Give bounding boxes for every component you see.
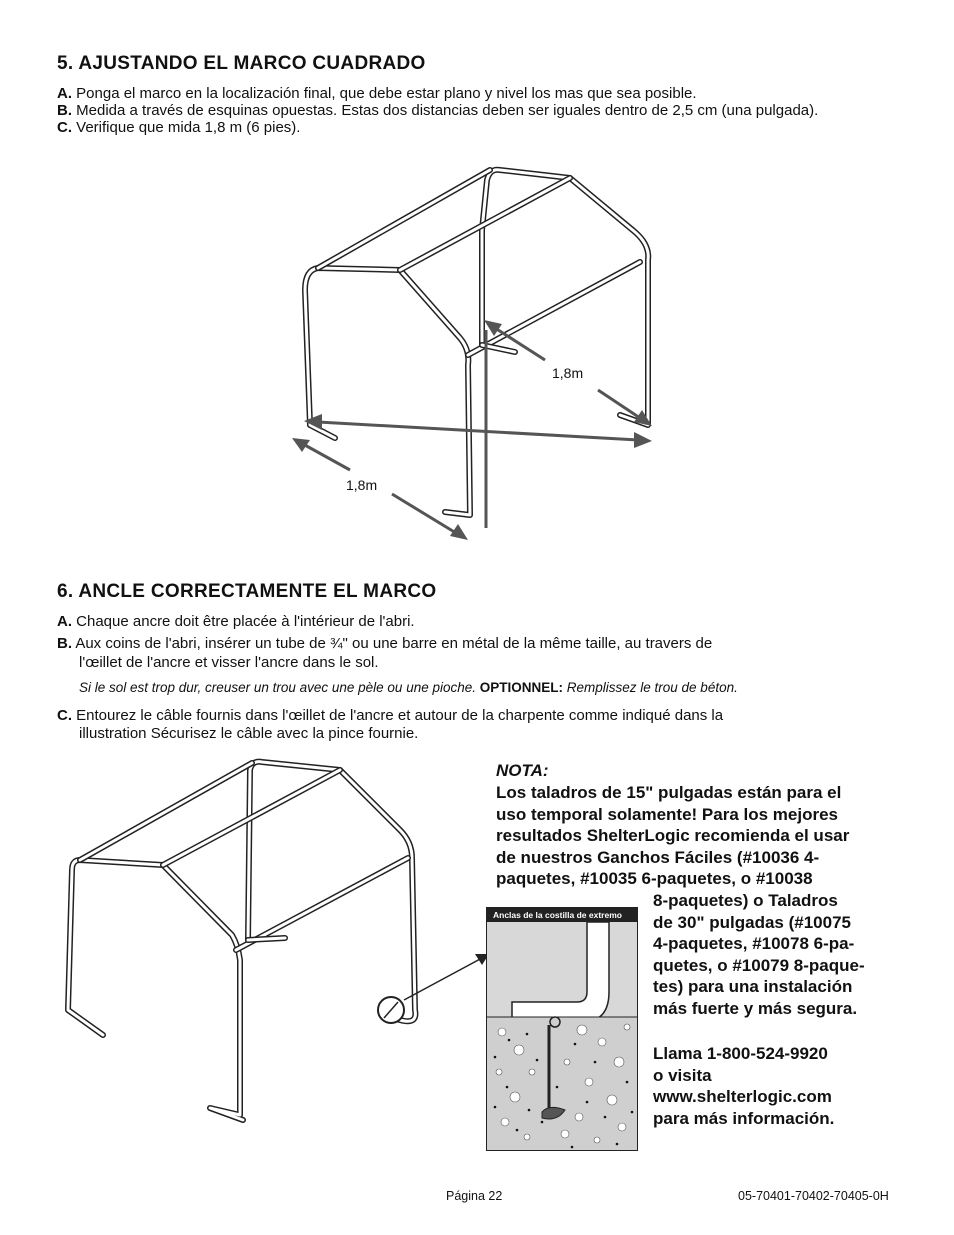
step-text: Chaque ancre doit être placée à l'intérieur de l'abri. — [72, 613, 415, 630]
step-text: Entourez le câble fournis dans l'œillet de l'ancre et autour de la charpente comme indiqué dans la — [72, 707, 724, 724]
step-text: Medida a través de esquinas opuestas. Estas dos distancias deben ser iguales dentro de 2,5 cm (una pulgada). — [72, 102, 819, 119]
step-letter: A. — [57, 613, 72, 630]
step-letter: A. — [57, 85, 72, 102]
nota-line: para más información. — [653, 1108, 835, 1128]
nota-line: resultados ShelterLogic recomienda el usar — [496, 826, 850, 846]
inset-caption: Anclas de la costilla de extremo — [487, 908, 637, 922]
section5-title: 5. AJUSTANDO EL MARCO CUADRADO — [57, 53, 426, 74]
nota-heading — [496, 760, 549, 782]
tip-text-2: Remplissez le trou de béton. — [563, 680, 738, 695]
nota-heading-text: NOTA: — [496, 761, 549, 780]
tip-optional: OPTIONNEL: — [479, 680, 563, 695]
nota-line: 4-paquetes, #10078 6-pa- — [653, 934, 855, 954]
nota-line: www.shelterlogic.com — [653, 1087, 832, 1107]
nota-contact — [653, 1043, 834, 1129]
frame-tubes — [68, 762, 415, 1120]
nota-line: 8-paquetes) o Taladros — [653, 891, 838, 910]
page-number: Página 22 — [446, 1189, 503, 1203]
ground — [487, 1017, 637, 1150]
step-letter: C. — [57, 707, 72, 724]
step-letter: B. — [57, 102, 72, 119]
nota-body-narrow — [653, 890, 865, 1020]
nota-line: de nuestros Ganchos Fáciles (#10036 4- — [496, 847, 820, 867]
step-letter: B. — [57, 635, 72, 652]
anchor-detail-drawing — [487, 922, 637, 1150]
nota-line: o visita — [653, 1065, 712, 1085]
nota-line: Los taladros de 15" pulgadas están para el — [496, 783, 842, 802]
nota-line: de 30" pulgadas (#10075 — [653, 912, 851, 932]
nota-line: quetes, o #10079 8-paque- — [653, 955, 865, 975]
measure-label-left: 1,8m — [346, 477, 378, 493]
document-code: 05-70401-70402-70405-0H — [738, 1189, 889, 1203]
section6-step-b-cont: l'œillet de l'ancre et visser l'ancre dans le sol. — [79, 654, 379, 671]
step-text: Ponga el marco en la localización final, que debe estar plano y nivel los mas que sea posible. — [72, 85, 697, 102]
section6-step-c-cont: illustration Sécurisez le câble avec la pince fournie. — [79, 725, 419, 742]
tip-text: Si le sol est trop dur, creuser un trou avec une pèle ou une pioche. — [79, 680, 480, 695]
nota-body-full — [496, 782, 849, 890]
measure-label-right: 1,8m — [552, 365, 584, 381]
nota-line: paquetes, #10035 6-paquetes, o #10038 — [496, 869, 813, 889]
nota-line: Llama 1-800-524-9920 — [653, 1044, 828, 1063]
nota-line: más fuerte y más segura. — [653, 998, 858, 1018]
nota-line: tes) para una instalación — [653, 977, 853, 997]
nota-line: uso temporal solamente! Para los mejores — [496, 804, 839, 824]
anchor-inset — [486, 907, 638, 1151]
step-text: Aux coins de l'abri, insérer un tube de ¾" ou une barre en métal de la même taille, au travers de — [72, 635, 713, 652]
step-letter: C. — [57, 119, 72, 136]
step-text: Verifique que mida 1,8 m (6 pies). — [72, 119, 301, 136]
section6-title: 6. ANCLE CORRECTAMENTE EL MARCO — [57, 581, 437, 602]
